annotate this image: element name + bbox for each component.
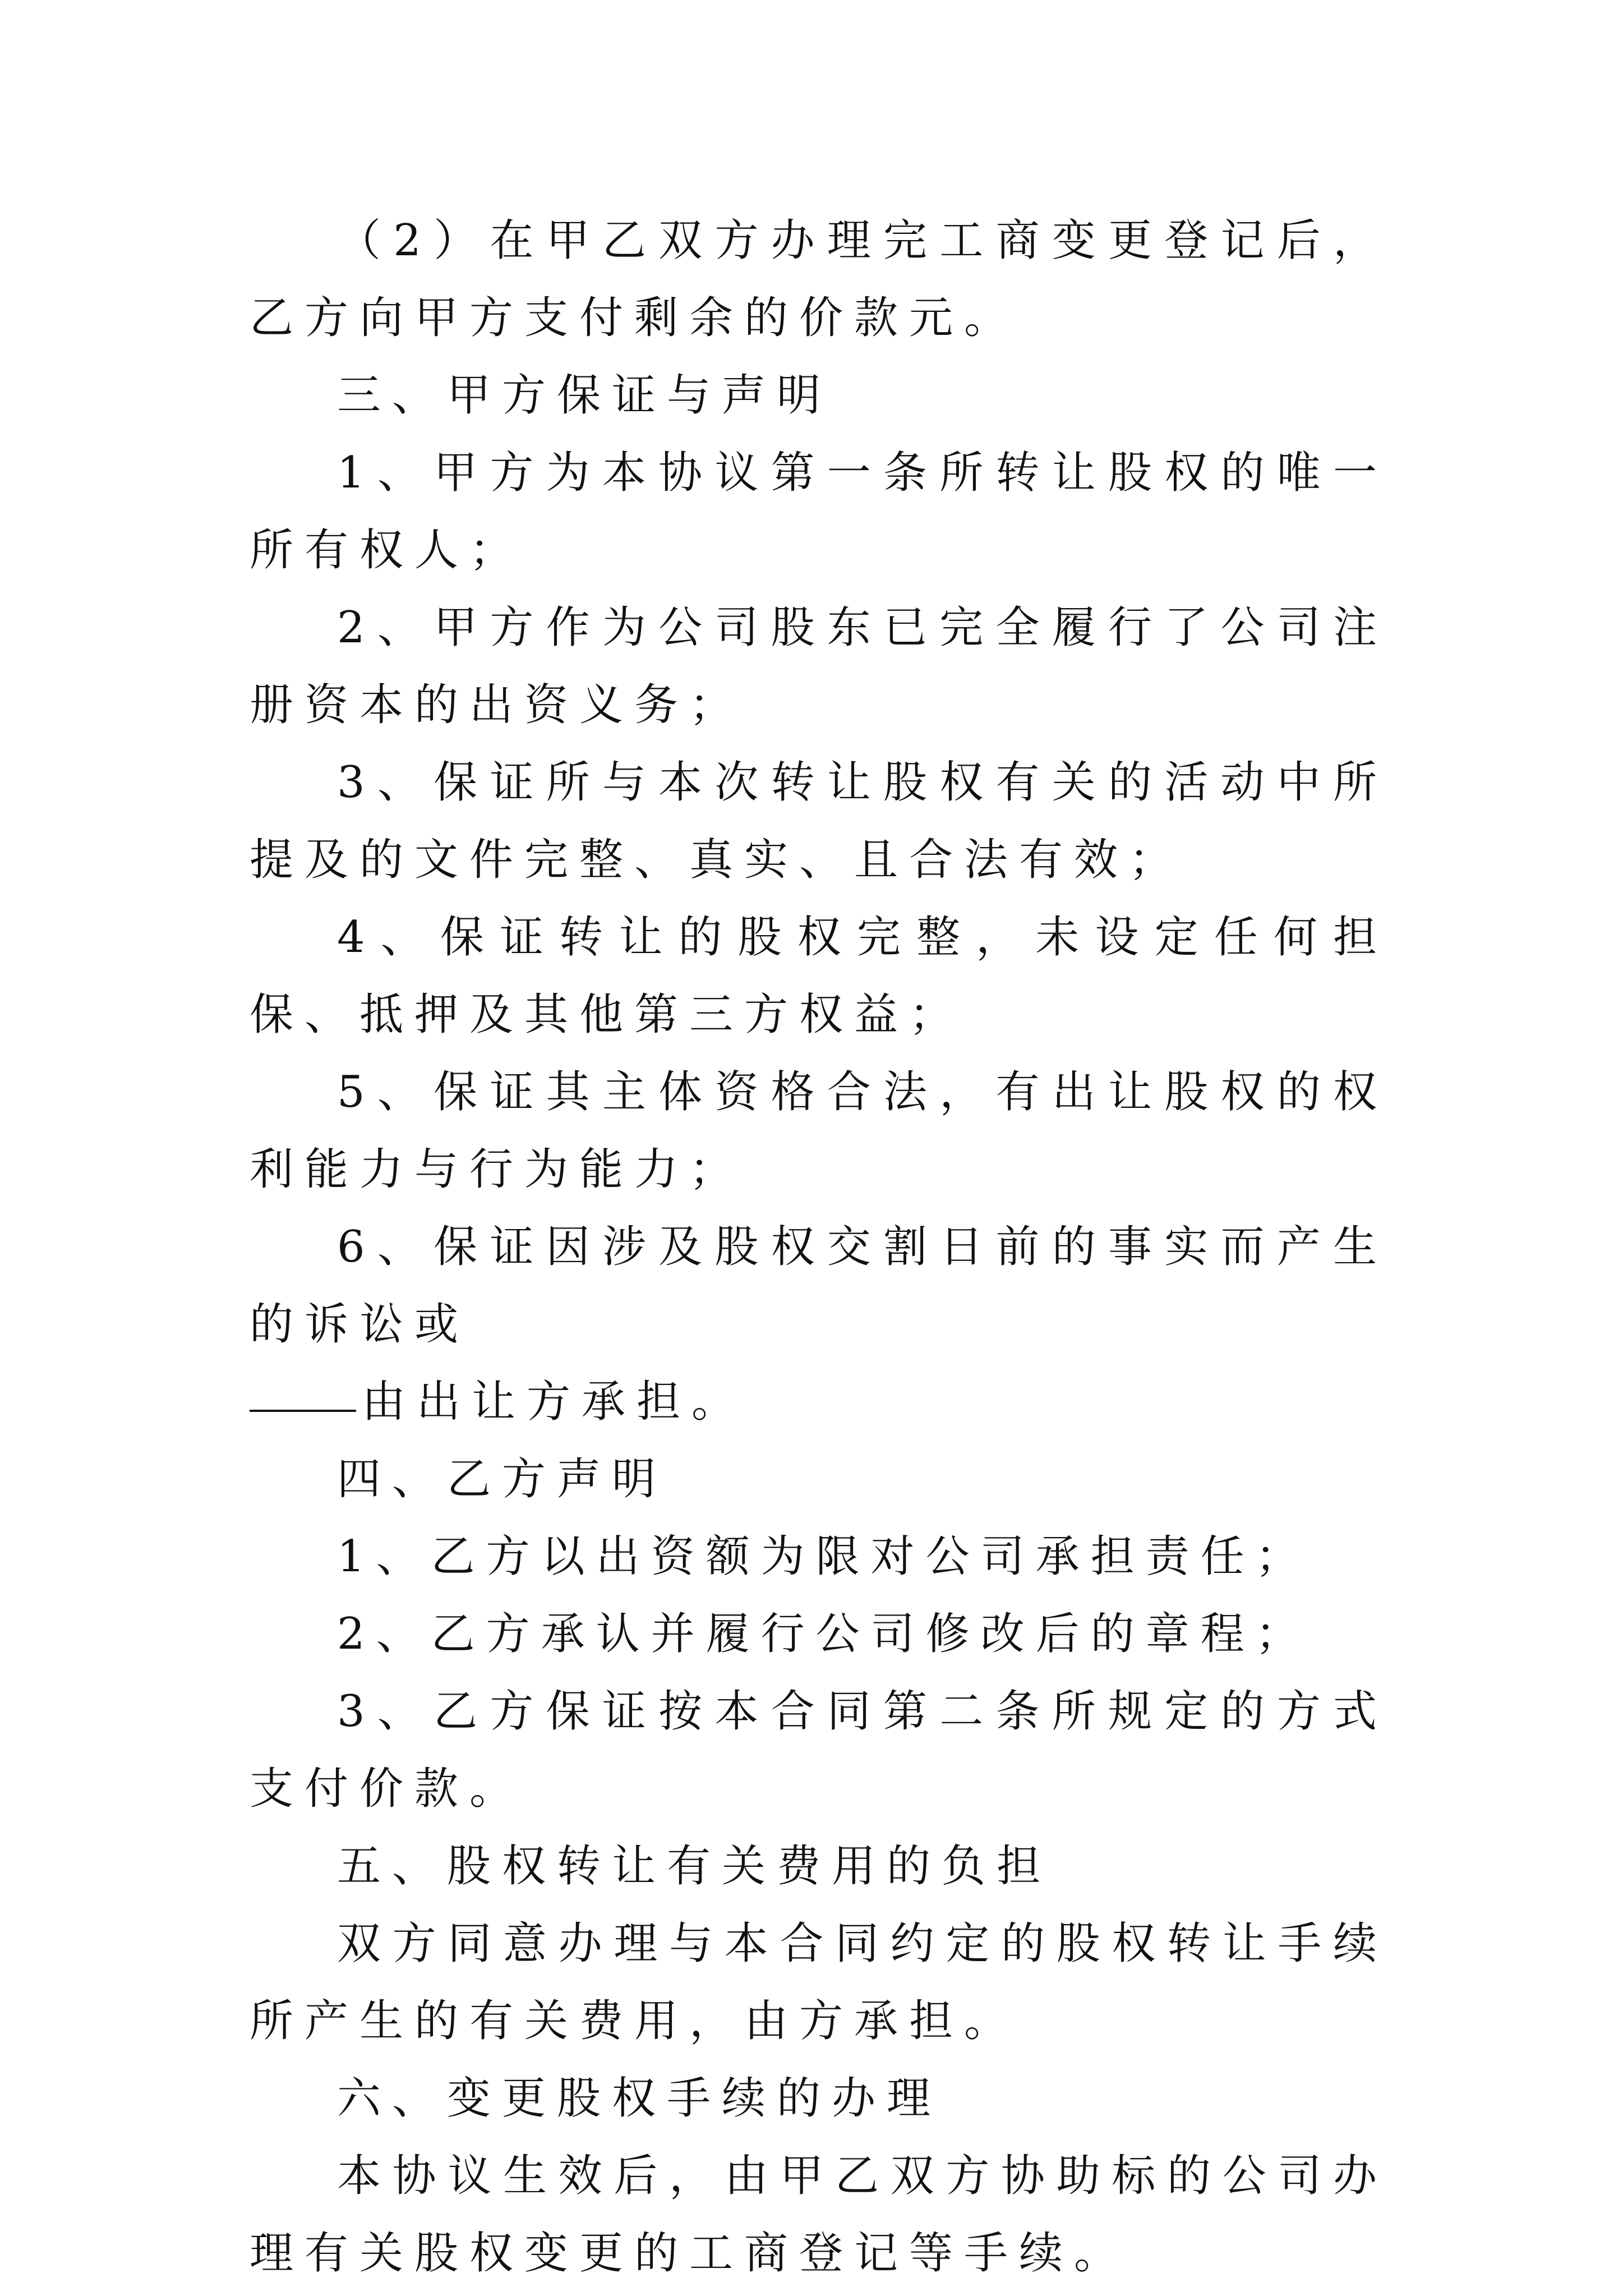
clause-a-3: 3、保证所与本次转让股权有关的活动中所提及的文件完整、真实、且合法有效； (250, 757, 1388, 885)
clause-a-1: 1、甲方为本协议第一条所转让股权的唯一所有权人； (250, 448, 1388, 576)
clause-b-3: 3、乙方保证按本合同第二条所规定的方式支付价款。 (250, 1686, 1388, 1814)
clause-a-6: 6、保证因涉及股权交割日前的事实而产生的诉讼或 (250, 1222, 1388, 1350)
heading-party-b-statement: 四、乙方声明 (337, 1454, 667, 1504)
document-body (250, 202, 1388, 2292)
paragraph-payment-remainder: （2）在甲乙双方办理完工商变更登记后，乙方向甲方支付剩余的价款元。 (250, 215, 1388, 343)
heading-fees: 五、股权转让有关费用的负担 (337, 1841, 1052, 1892)
heading-change-procedure: 六、变更股权手续的办理 (337, 2073, 942, 2124)
clause-a-6-tail: 由出让方承担。 (362, 1377, 747, 1427)
clause-b-1: 1、乙方以出资额为限对公司承担责任； (337, 1531, 1311, 1582)
clause-a-4: 4、保证转让的股权完整，未设定任何担保、抵押及其他第三方权益； (250, 912, 1388, 1040)
heading-party-a-guarantees: 三、甲方保证与声明 (337, 370, 832, 421)
blank-underline (250, 1407, 356, 1412)
clause-a-2: 2、甲方作为公司股东已完全履行了公司注册资本的出资义务； (250, 602, 1388, 730)
clause-b-2: 2、乙方承认并履行公司修改后的章程； (337, 1609, 1311, 1659)
clause-fees: 双方同意办理与本合同约定的股权转让手续所产生的有关费用，由方承担。 (250, 1918, 1388, 2046)
clause-change-procedure: 本协议生效后，由甲乙双方协助标的公司办理有关股权变更的工商登记等手续。 (250, 2151, 1388, 2279)
clause-a-6-continuation (250, 1363, 1388, 1441)
clause-a-5: 5、保证其主体资格合法，有出让股权的权利能力与行为能力； (250, 1067, 1388, 1195)
